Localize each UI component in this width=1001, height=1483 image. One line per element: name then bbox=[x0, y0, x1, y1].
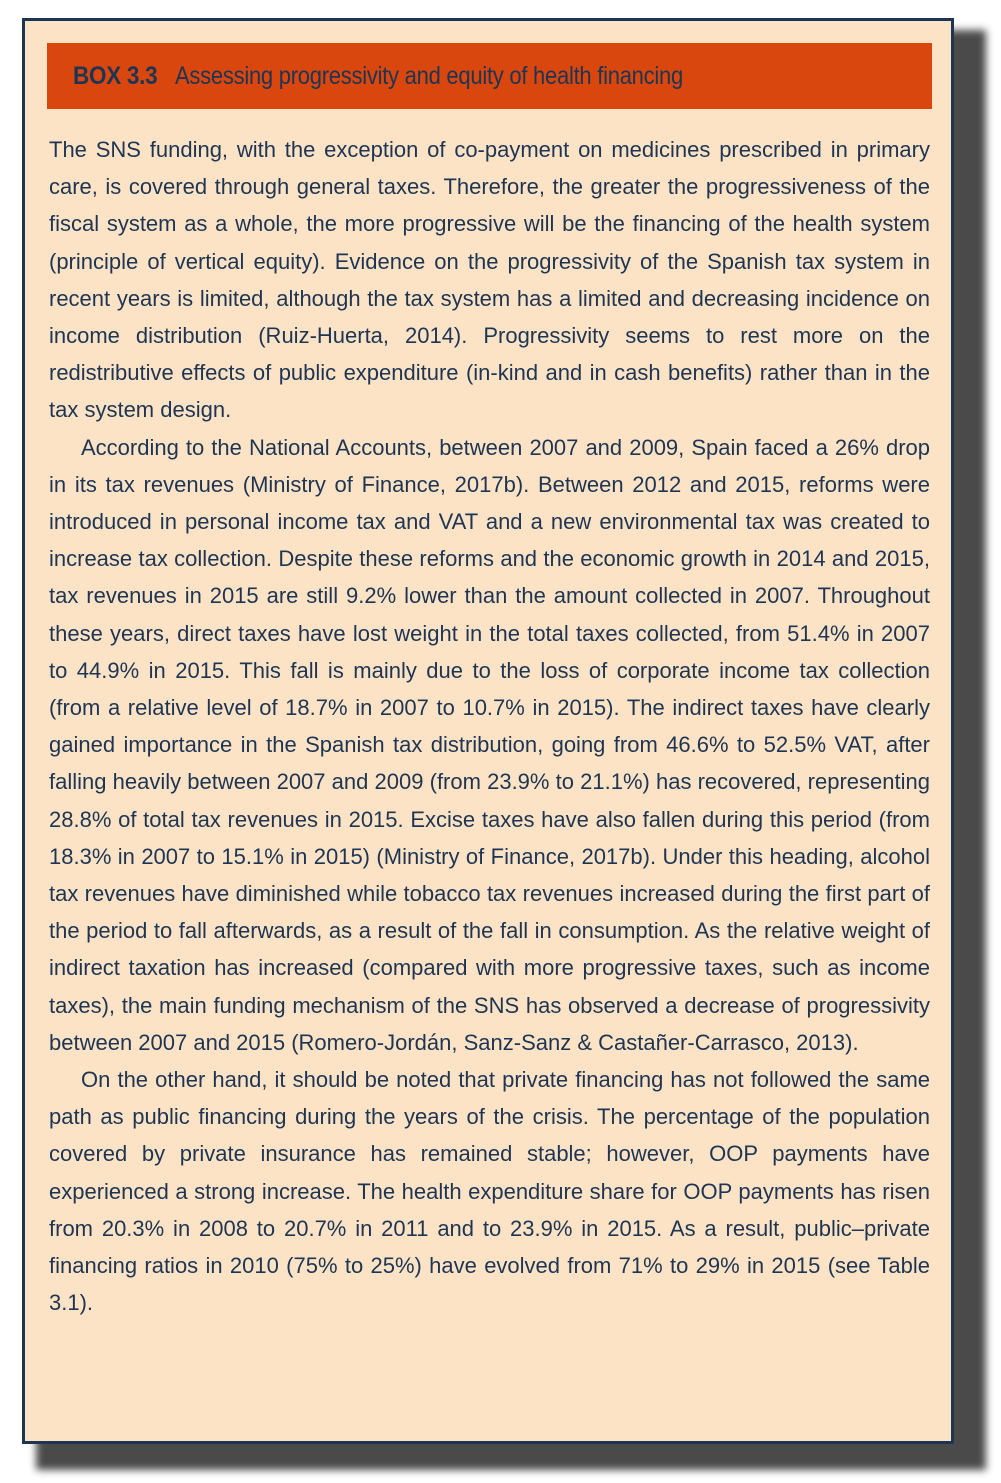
paragraph-3: On the other hand, it should be noted that private financing has not followed the same path as public financing during the years of the crisis. The percentage of the population covered by private insurance has remained stable; however, OOP payments have experienced a strong increase. The health expenditure share for OOP payments has risen from 20.3% in 2008 to 20.7% in 2011 and to 23.9% in 2015. As a result, public–private financing ratios in 2010 (75% to 25%) have evolved from 71% to 29% in 2015 (see Table 3.1). bbox=[49, 1067, 930, 1316]
paragraph-2: According to the National Accounts, between 2007 and 2009, Spain faced a 26% drop in its tax revenues (Ministry of Finance, 2017b). Between 2012 and 2015, reforms were introduced in personal income tax and VAT and a new environmental tax was created to increase tax collection. Despite these reforms and the economic growth in 2014 and 2015, tax revenues in 2015 are still 9.2% lower than the amount collected in 2007. Throughout these years, direct taxes have lost weight in the total taxes collected, from 51.4% in 2007 to 44.9% in 2015. This fall is mainly due to the loss of corporate income tax collection (from a relative level of 18.7% in 2007 to 10.7% in 2015). The indirect taxes have clearly gained importance in the Spanish tax distribution, going from 46.6% to 52.5% VAT, after falling heavily between 2007 and 2009 (from 23.9% to 21.1%) has recovered, representing 28.8% of total tax revenues in 2015. Excise taxes have also fallen during this period (from 18.3% in 2007 to 15.1% in 2015) (Ministry of Finance, 2017b). Under this heading, alcohol tax revenues have diminished while tobacco tax revenues increased during the first part of the period to fall afterwards, as a result of the fall in consumption. As the relative weight of indirect taxation has increased (compared with more progressive taxes, such as income taxes), the main funding mechanism of the SNS has observed a decrease of progressivity between 2007 and 2015 (Romero-Jordán, Sanz-Sanz & Castañer-Carrasco, 2013). bbox=[49, 434, 930, 1055]
box-header bbox=[47, 43, 932, 109]
box-title: Assessing progressivity and equity of health financing bbox=[174, 61, 683, 90]
box-body bbox=[49, 131, 930, 1322]
box-label: BOX 3.3 bbox=[73, 61, 158, 90]
text-box bbox=[22, 18, 954, 1444]
paragraph-1: The SNS funding, with the exception of co-payment on medicines prescribed in primary care, is covered through general taxes. Therefore, the greater the progressiveness of the fiscal system as a whole, the more progressive will be the financing of the health system (principle of vertical equity). Evidence on the progressivity of the Spanish tax system in recent years is limited, although the tax system has a limited and decreasing incidence on income distribution (Ruiz-Huerta, 2014). Progressivity seems to rest more on the redistributive effects of public expenditure (in-kind and in cash benefits) rather than in the tax system design. bbox=[49, 137, 930, 423]
